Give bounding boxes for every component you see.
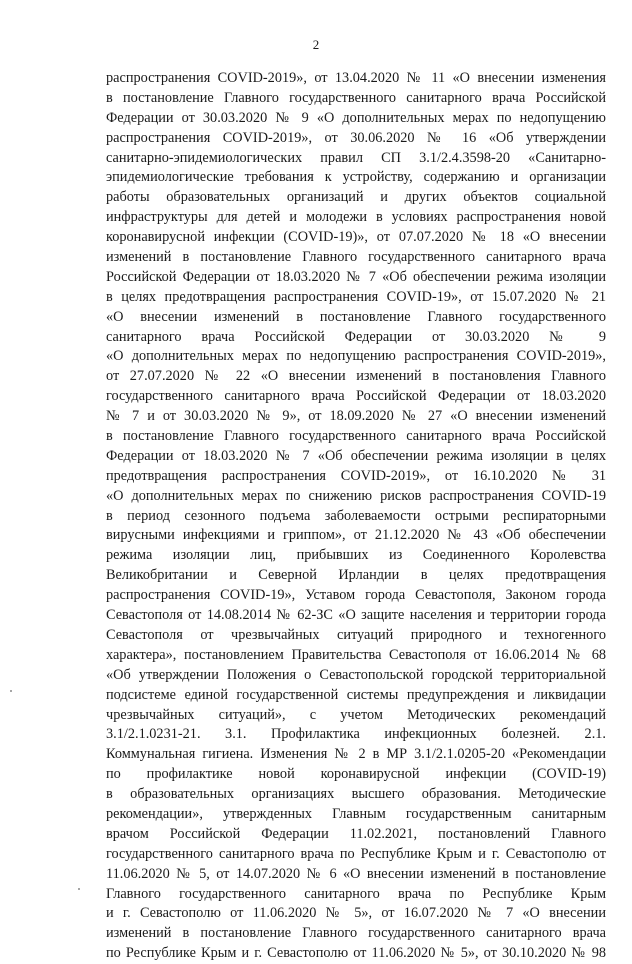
text-line: по Республике Крым и г. Севастополю от 11.06.2020 № 5», от 30.10.2020 № 98 [106, 945, 606, 962]
text-line: режима изоляции лиц, прибывших из Соединенного Королевства [106, 547, 606, 564]
text-line: «О дополнительных мерах по снижению рисков распространения COVID-19 [106, 487, 606, 504]
text-line: «Об утверждении Положения о Севастопольской городской территориальной [106, 666, 606, 683]
text-line: и г. Севастополю от 11.06.2020 № 5», от 16.07.2020 № 7 «О внесении [106, 905, 606, 922]
text-line: 3.1/2.1.0231-21. 3.1. Профилактика инфекционных болезней. 2.1. [106, 726, 606, 743]
text-line: Севастополя от чрезвычайных ситуаций природного и техногенного [106, 626, 606, 643]
text-line: от 27.07.2020 № 22 «О внесении изменений в постановления Главного [106, 368, 606, 385]
text-line: распространения COVID-2019», от 30.06.2020 № 16 «Об утверждении [106, 129, 606, 146]
text-line: «О дополнительных мерах по недопущению распространения COVID-2019», [106, 348, 606, 365]
text-line: Российской Федерации от 18.03.2020 № 7 «Об обеспечении режима изоляции [106, 268, 606, 285]
scan-speck [78, 888, 80, 890]
text-line: вирусными инфекциями и гриппом», от 21.12.2020 № 43 «Об обеспечении [106, 527, 606, 544]
text-line: изменений в постановление Главного государственного санитарного врача [106, 249, 606, 266]
text-line: государственного санитарного врача по Республике Крым и г. Севастополю от [106, 845, 606, 862]
text-line: Федерации от 30.03.2020 № 9 «О дополнительных мерах по недопущению [106, 109, 606, 126]
text-line: Севастополя от 14.08.2014 № 62-ЗС «О защите населения и территории города [106, 607, 606, 624]
text-line: в целях предотвращения распространения COVID-19», от 15.07.2020 № 21 [106, 288, 606, 305]
page-number: 2 [312, 37, 320, 52]
text-line: санитарно-эпидемиологических правил СП 3.1/2.4.3598-20 «Санитарно- [106, 149, 606, 166]
scan-speck [10, 690, 12, 692]
text-line: Федерации от 18.03.2020 № 7 «Об обеспечении режима изоляции в целях [106, 447, 606, 464]
text-line: предотвращения распространения COVID-2019», от 16.10.2020 № 31 [106, 467, 606, 484]
text-line: инфраструктуры для детей и молодежи в условиях распространения новой [106, 209, 606, 226]
body-paragraph [106, 69, 606, 964]
text-line: в постановление Главного государственного санитарного врача Российской [106, 428, 606, 445]
text-line: подсистеме единой государственной системы предупреждения и ликвидации [106, 686, 606, 703]
text-line: 11.06.2020 № 5, от 14.07.2020 № 6 «О внесении изменений в постановление [106, 865, 606, 882]
text-line: рекомендации», утвержденных Главным государственным санитарным [106, 805, 606, 822]
text-line: изменений в постановление Главного государственного санитарного врача [106, 925, 606, 942]
text-line: чрезвычайных ситуаций», с учетом Методических рекомендаций [106, 706, 606, 723]
text-line: в период сезонного подъема заболеваемости острыми респираторными [106, 507, 606, 524]
text-line: характера», постановлением Правительства Севастополя от 16.06.2014 № 68 [106, 646, 606, 663]
text-line: по профилактике новой коронавирусной инфекции (COVID-19) [106, 766, 606, 783]
text-line: работы образовательных организаций и других объектов социальной [106, 189, 606, 206]
text-line: в постановление Главного государственного санитарного врача Российской [106, 89, 606, 106]
text-line: в образовательных организациях высшего образования. Методические [106, 786, 606, 803]
text-line: врачом Российской Федерации 11.02.2021, постановлений Главного [106, 825, 606, 842]
text-line: Главного государственного санитарного врача по Республике Крым [106, 885, 606, 902]
text-line: № 7 и от 30.03.2020 № 9», от 18.09.2020 № 27 «О внесении изменений [106, 408, 606, 425]
text-line: Коммунальная гигиена. Изменения № 2 в МР 3.1/2.1.0205-20 «Рекомендации [106, 746, 606, 763]
text-line: распространения COVID-2019», от 13.04.2020 № 11 «О внесении изменения [106, 70, 606, 86]
text-line: Великобритании и Северной Ирландии в целях предотвращения [106, 567, 606, 584]
text-line: санитарного врача Российской Федерации от 30.03.2020 № 9 [106, 328, 606, 345]
text-line: распространения COVID-19», Уставом города Севастополя, Законом города [106, 587, 606, 604]
text-line: государственного санитарного врача Российской Федерации от 18.03.2020 [106, 388, 606, 405]
text-line: коронавирусной инфекции (COVID-19)», от 07.07.2020 № 18 «О внесении [106, 229, 606, 246]
text-line: эпидемиологические требования к устройству, содержанию и организации [106, 169, 606, 186]
text-line: «О внесении изменений в постановление Главного государственного [106, 308, 606, 325]
